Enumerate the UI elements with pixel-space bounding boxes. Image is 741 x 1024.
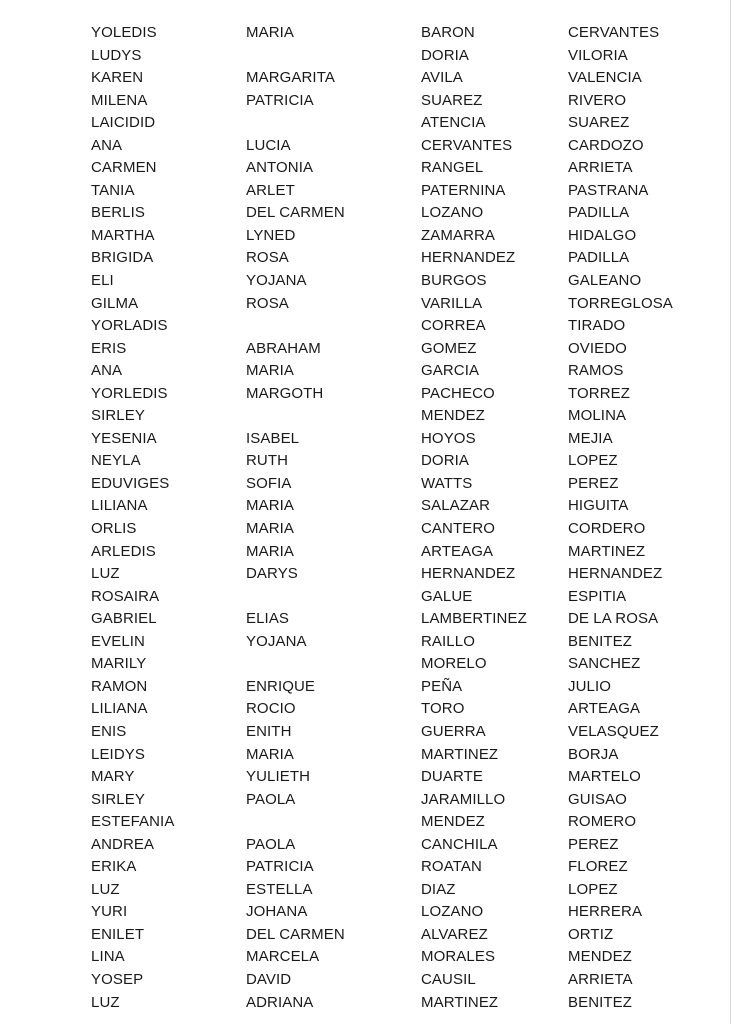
second-name-cell: MARIA <box>246 520 295 538</box>
second-surname-cell: TIRADO <box>568 317 626 335</box>
second-surname-cell: GUISAO <box>568 790 627 808</box>
second-surname-cell: OVIEDO <box>568 339 627 357</box>
first-name-cell: EDUVIGES <box>91 474 170 492</box>
second-name-cell: PATRICIA <box>246 858 314 876</box>
second-surname-cell: HIDALGO <box>568 226 637 244</box>
first-surname-cell: CORREA <box>421 317 486 335</box>
second-name-cell: DEL CARMEN <box>246 204 345 222</box>
first-surname-cell: RANGEL <box>421 159 484 177</box>
second-surname-cell: MARTELO <box>568 768 641 786</box>
second-surname-cell: ROMERO <box>568 813 637 831</box>
second-name-cell: MARGOTH <box>246 384 324 402</box>
first-name-cell: GILMA <box>91 294 139 312</box>
second-name-cell: MARIA <box>246 497 295 515</box>
first-surname-cell: DORIA <box>421 46 470 64</box>
first-surname-cell: SALAZAR <box>421 497 491 515</box>
first-surname-cell: HERNANDEZ <box>421 249 516 267</box>
first-name-cell: KAREN <box>91 69 144 87</box>
first-surname-cell: CANCHILA <box>421 835 498 853</box>
second-surname-cell: CERVANTES <box>568 24 660 41</box>
first-name-cell: LEIDYS <box>91 745 145 763</box>
second-surname-cell: LOPEZ <box>568 880 618 898</box>
second-surname-cell: MARTINEZ <box>568 542 646 560</box>
second-surname-cell: PADILLA <box>568 204 630 222</box>
second-surname-cell: BORJA <box>568 745 619 763</box>
first-surname-cell: ZAMARRA <box>421 226 496 244</box>
second-surname-cell: LOPEZ <box>568 452 618 470</box>
first-surname-cell: GUERRA <box>421 722 486 740</box>
first-surname-cell: TORO <box>421 700 465 718</box>
first-surname-cell: MARTINEZ <box>421 993 499 1011</box>
first-surname-cell: MENDEZ <box>421 813 485 831</box>
first-surname-cell: GALUE <box>421 587 473 605</box>
first-name-cell: TANIA <box>91 181 135 199</box>
second-name-cell: PAOLA <box>246 835 296 853</box>
second-surname-cell: HIGUITA <box>568 497 629 515</box>
first-surname-cell: CERVANTES <box>421 136 513 154</box>
first-surname-cell: ATENCIA <box>421 114 486 132</box>
first-surname-cell: WATTS <box>421 474 473 492</box>
first-name-cell: BRIGIDA <box>91 249 154 267</box>
first-surname-cell: ARTEAGA <box>421 542 494 560</box>
second-name-cell: YULIETH <box>246 768 311 786</box>
first-name-cell: ESTEFANIA <box>91 813 175 831</box>
first-surname-cell: SUAREZ <box>421 91 483 109</box>
second-surname-cell: ARTEAGA <box>568 700 641 718</box>
first-surname-cell: VARILLA <box>421 294 483 312</box>
first-name-cell: MARILY <box>91 655 147 673</box>
second-name-cell: LYNED <box>246 226 296 244</box>
first-name-cell: MARTHA <box>91 226 155 244</box>
first-name-cell: YURI <box>91 903 128 921</box>
second-surname-cell: VELASQUEZ <box>568 722 659 740</box>
first-name-cell: ENILET <box>91 925 145 943</box>
first-name-cell: YOSEP <box>91 970 144 988</box>
second-name-cell: ENITH <box>246 722 292 740</box>
first-name-cell: LUDYS <box>91 46 142 64</box>
first-name-cell: MARY <box>91 768 135 786</box>
first-name-cell: ANDREA <box>91 835 155 853</box>
first-surname-cell: MENDEZ <box>421 407 485 425</box>
first-surname-cell: GARCIA <box>421 362 480 380</box>
first-name-cell: YOLEDIS <box>91 24 157 41</box>
first-name-cell: ERIKA <box>91 858 137 876</box>
first-surname-cell: ROATAN <box>421 858 482 876</box>
second-name-cell: RUTH <box>246 452 289 470</box>
first-name-cell: LILIANA <box>91 700 148 718</box>
second-name-cell: ABRAHAM <box>246 339 321 357</box>
second-name-cell: PAOLA <box>246 790 296 808</box>
second-surname-cell: ARRIETA <box>568 970 633 988</box>
first-name-cell: LINA <box>91 948 125 966</box>
first-name-cell: ENIS <box>91 722 127 740</box>
second-surname-cell: PEREZ <box>568 474 619 492</box>
second-surname-cell: HERRERA <box>568 903 643 921</box>
second-surname-cell: SUAREZ <box>568 114 630 132</box>
second-surname-cell: VILORIA <box>568 46 628 64</box>
first-name-cell: ANA <box>91 362 123 380</box>
first-name-cell: LUZ <box>91 880 120 898</box>
second-surname-cell: BENITEZ <box>568 993 633 1011</box>
second-name-cell: ROCIO <box>246 700 296 718</box>
first-name-cell: YORLADIS <box>91 317 168 335</box>
second-surname-cell: ESPITIA <box>568 587 627 605</box>
second-surname-cell: MEJIA <box>568 429 613 447</box>
first-surname-cell: PATERNINA <box>421 181 506 199</box>
first-surname-cell: DORIA <box>421 452 470 470</box>
second-name-cell: ROSA <box>246 249 289 267</box>
second-surname-cell: SANCHEZ <box>568 655 641 673</box>
second-name-cell: YOJANA <box>246 272 307 290</box>
first-surname-cell: LAMBERTINEZ <box>421 610 527 628</box>
first-surname-cell: LOZANO <box>421 204 484 222</box>
second-name-cell: MARIA <box>246 745 295 763</box>
first-name-cell: RAMON <box>91 677 148 695</box>
first-surname-cell: BURGOS <box>421 272 487 290</box>
first-name-cell: LUZ <box>91 565 120 583</box>
first-surname-cell: PACHECO <box>421 384 495 402</box>
second-surname-cell: PASTRANA <box>568 181 649 199</box>
second-name-cell: DARYS <box>246 565 298 583</box>
second-surname-cell: BENITEZ <box>568 632 633 650</box>
second-surname-cell: FLOREZ <box>568 858 628 876</box>
first-surname-cell: MARTINEZ <box>421 745 499 763</box>
second-surname-cell: RIVERO <box>568 91 627 109</box>
first-surname-cell: HOYOS <box>421 429 476 447</box>
first-surname-cell: DUARTE <box>421 768 483 786</box>
first-name-cell: LAICIDID <box>91 114 156 132</box>
second-name-cell: PATRICIA <box>246 91 314 109</box>
second-name-cell: YOJANA <box>246 632 307 650</box>
second-surname-cell: MENDEZ <box>568 948 632 966</box>
second-name-cell: MARCELA <box>246 948 320 966</box>
first-surname-cell: DIAZ <box>421 880 456 898</box>
first-surname-cell: ALVAREZ <box>421 925 488 943</box>
first-name-cell: ELI <box>91 272 114 290</box>
first-name-cell: ANA <box>91 136 123 154</box>
second-name-cell: SOFIA <box>246 474 292 492</box>
second-name-cell: ANTONIA <box>246 159 314 177</box>
second-name-cell: DAVID <box>246 970 292 988</box>
first-surname-cell: GOMEZ <box>421 339 477 357</box>
second-name-cell: ESTELLA <box>246 880 313 898</box>
second-name-cell: ROSA <box>246 294 289 312</box>
first-name-cell: LUZ <box>91 993 120 1011</box>
first-name-cell: YORLEDIS <box>91 384 168 402</box>
first-name-cell: EVELIN <box>91 632 145 650</box>
first-name-cell: ERIS <box>91 339 127 357</box>
second-surname-cell: JULIO <box>568 677 612 695</box>
first-name-cell: BERLIS <box>91 204 145 222</box>
first-surname-cell: CAUSIL <box>421 970 476 988</box>
first-name-cell: SIRLEY <box>91 407 145 425</box>
second-name-cell: ISABEL <box>246 429 300 447</box>
second-surname-cell: RAMOS <box>568 362 624 380</box>
second-name-cell: ENRIQUE <box>246 677 316 695</box>
second-name-cell: MARIA <box>246 542 295 560</box>
second-name-cell: MARIA <box>246 362 295 380</box>
second-name-cell: MARGARITA <box>246 69 335 87</box>
second-surname-cell: ORTIZ <box>568 925 614 943</box>
second-name-cell: ADRIANA <box>246 993 314 1011</box>
first-name-cell: ORLIS <box>91 520 137 538</box>
first-surname-cell: BARON <box>421 24 475 41</box>
second-name-cell: ARLET <box>246 181 295 199</box>
first-name-cell: YESENIA <box>91 429 157 447</box>
first-surname-cell: MORALES <box>421 948 496 966</box>
first-name-cell: MILENA <box>91 91 148 109</box>
second-name-cell: ELIAS <box>246 610 290 628</box>
first-surname-cell: AVILA <box>421 69 463 87</box>
second-surname-cell: CARDOZO <box>568 136 644 154</box>
first-surname-cell: HERNANDEZ <box>421 565 516 583</box>
first-surname-cell: JARAMILLO <box>421 790 506 808</box>
second-surname-cell: DE LA ROSA <box>568 610 659 628</box>
second-surname-cell: TORREGLOSA <box>568 294 673 312</box>
second-name-cell: JOHANA <box>246 903 308 921</box>
first-surname-cell: PEÑA <box>421 677 463 695</box>
first-name-cell: GABRIEL <box>91 610 157 628</box>
first-surname-cell: RAILLO <box>421 632 475 650</box>
second-surname-cell: HERNANDEZ <box>568 565 663 583</box>
first-name-cell: ROSAIRA <box>91 587 160 605</box>
first-surname-cell: CANTERO <box>421 520 496 538</box>
first-surname-cell: MORELO <box>421 655 487 673</box>
first-name-cell: CARMEN <box>91 159 157 177</box>
second-surname-cell: MOLINA <box>568 407 627 425</box>
second-surname-cell: CORDERO <box>568 520 646 538</box>
second-surname-cell: TORREZ <box>568 384 630 402</box>
second-name-cell: LUCIA <box>246 136 291 154</box>
second-surname-cell: ARRIETA <box>568 159 633 177</box>
second-name-cell: MARIA <box>246 24 295 41</box>
second-surname-cell: PADILLA <box>568 249 630 267</box>
second-surname-cell: VALENCIA <box>568 69 642 87</box>
first-name-cell: ARLEDIS <box>91 542 156 560</box>
first-name-cell: SIRLEY <box>91 790 145 808</box>
second-name-cell: DEL CARMEN <box>246 925 345 943</box>
first-name-cell: LILIANA <box>91 497 148 515</box>
first-name-cell: NEYLA <box>91 452 141 470</box>
second-surname-cell: PEREZ <box>568 835 619 853</box>
page-edge-divider <box>730 0 731 1024</box>
first-surname-cell: LOZANO <box>421 903 484 921</box>
second-surname-cell: GALEANO <box>568 272 642 290</box>
